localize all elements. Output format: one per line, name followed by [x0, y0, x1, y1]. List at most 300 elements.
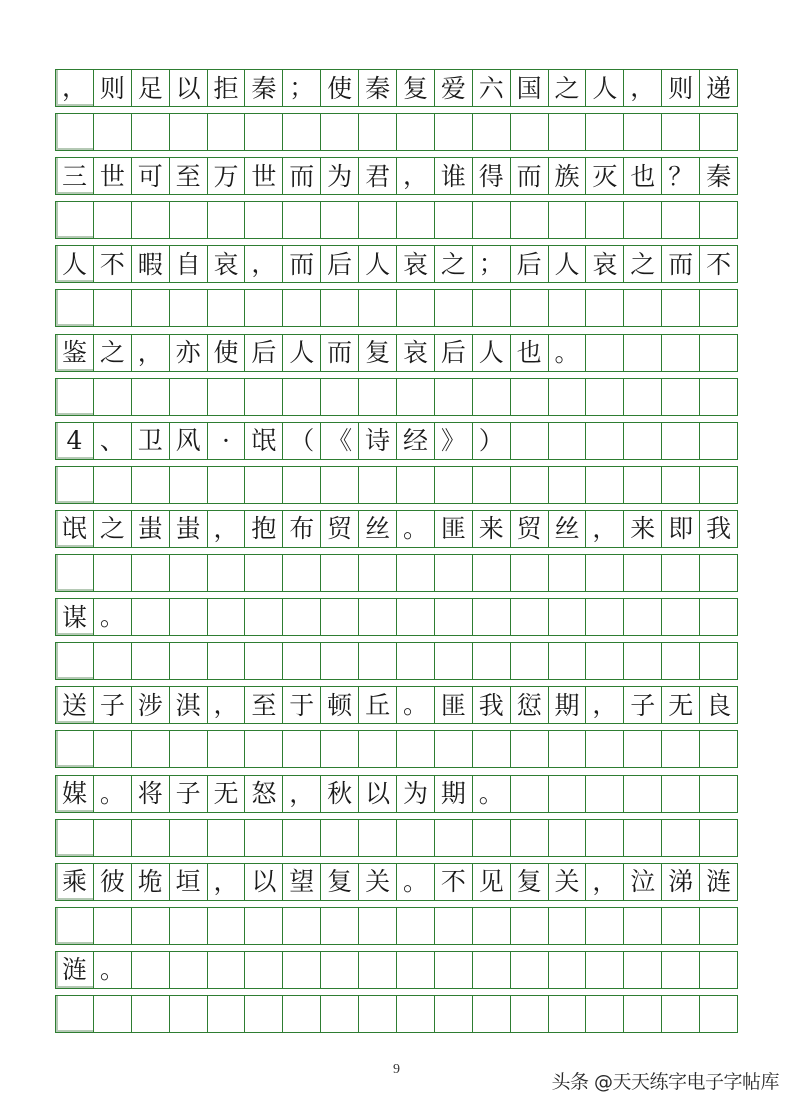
empty-cell — [282, 467, 320, 503]
empty-cell — [699, 379, 737, 415]
character-cell: 无 — [207, 776, 245, 812]
character-cell: 后 — [510, 246, 548, 282]
empty-cell — [699, 952, 737, 988]
empty-cell — [699, 731, 737, 767]
character-cell: 为 — [320, 158, 358, 194]
empty-cell — [282, 202, 320, 238]
empty-cell — [131, 599, 169, 635]
empty-cell — [585, 555, 623, 591]
empty-cell — [131, 114, 169, 150]
empty-cell — [510, 731, 548, 767]
empty-cell — [585, 599, 623, 635]
character-cell: ， — [131, 335, 169, 371]
empty-cell — [699, 643, 737, 679]
empty-cell — [358, 379, 396, 415]
character-cell: 蚩 — [169, 511, 207, 547]
character-cell: 送 — [56, 687, 93, 723]
character-cell: ， — [207, 511, 245, 547]
character-cell: 则 — [93, 70, 131, 106]
empty-cell — [169, 202, 207, 238]
empty-cell — [244, 114, 282, 150]
character-cell: 得 — [472, 158, 510, 194]
empty-cell — [320, 555, 358, 591]
character-cell: ， — [244, 246, 282, 282]
empty-cell — [131, 379, 169, 415]
empty-cell — [699, 423, 737, 459]
empty-cell — [661, 114, 699, 150]
empty-cell — [169, 820, 207, 856]
character-cell: 鉴 — [56, 335, 93, 371]
empty-cell — [548, 379, 586, 415]
empty-cell — [131, 996, 169, 1032]
empty-cell — [623, 731, 661, 767]
character-cell: 以 — [244, 864, 282, 900]
empty-cell — [434, 908, 472, 944]
empty-cell — [472, 202, 510, 238]
empty-cell — [661, 908, 699, 944]
character-cell: 国 — [510, 70, 548, 106]
character-cell: 万 — [207, 158, 245, 194]
empty-cell — [169, 290, 207, 326]
character-cell: 期 — [548, 687, 586, 723]
character-cell: ， — [585, 511, 623, 547]
empty-cell — [661, 776, 699, 812]
character-cell: 丝 — [358, 511, 396, 547]
empty-cell — [510, 202, 548, 238]
character-cell: 乘 — [56, 864, 93, 900]
empty-cell — [661, 820, 699, 856]
empty-cell — [623, 555, 661, 591]
blank-practice-row — [55, 907, 738, 945]
empty-cell — [585, 776, 623, 812]
character-cell: 以 — [358, 776, 396, 812]
empty-cell — [699, 202, 737, 238]
empty-cell — [207, 114, 245, 150]
empty-cell — [434, 643, 472, 679]
character-cell: 君 — [358, 158, 396, 194]
empty-cell — [510, 555, 548, 591]
text-row — [55, 157, 738, 195]
character-cell: 氓 — [56, 511, 93, 547]
character-cell: 。 — [396, 511, 434, 547]
empty-cell — [699, 776, 737, 812]
character-cell: 不 — [93, 246, 131, 282]
character-cell: 哀 — [207, 246, 245, 282]
character-cell: 使 — [320, 70, 358, 106]
empty-cell — [548, 290, 586, 326]
empty-cell — [510, 643, 548, 679]
character-cell: 之 — [623, 246, 661, 282]
character-cell: 复 — [510, 864, 548, 900]
character-cell: 哀 — [585, 246, 623, 282]
character-cell: 为 — [396, 776, 434, 812]
character-cell: 而 — [320, 335, 358, 371]
character-cell: 。 — [472, 776, 510, 812]
character-cell: 愆 — [510, 687, 548, 723]
empty-cell — [282, 379, 320, 415]
character-cell: 人 — [585, 70, 623, 106]
page-number: 9 — [393, 1062, 400, 1077]
character-cell: 》 — [434, 423, 472, 459]
empty-cell — [320, 467, 358, 503]
empty-cell — [548, 776, 586, 812]
empty-cell — [131, 908, 169, 944]
character-cell: 卫 — [131, 423, 169, 459]
empty-cell — [282, 114, 320, 150]
empty-cell — [472, 996, 510, 1032]
empty-cell — [699, 290, 737, 326]
empty-cell — [585, 908, 623, 944]
blank-practice-row — [55, 730, 738, 768]
character-cell: 可 — [131, 158, 169, 194]
empty-cell — [396, 379, 434, 415]
text-row — [55, 686, 738, 724]
character-cell: 之 — [93, 511, 131, 547]
character-cell: 抱 — [244, 511, 282, 547]
empty-cell — [510, 776, 548, 812]
empty-cell — [623, 643, 661, 679]
character-cell: 怒 — [244, 776, 282, 812]
character-cell: 以 — [169, 70, 207, 106]
character-cell: 不 — [434, 864, 472, 900]
empty-cell — [358, 599, 396, 635]
character-cell: 秦 — [244, 70, 282, 106]
empty-cell — [548, 423, 586, 459]
empty-cell — [396, 996, 434, 1032]
character-cell: （ — [282, 423, 320, 459]
empty-cell — [396, 114, 434, 150]
empty-cell — [472, 952, 510, 988]
empty-cell — [169, 908, 207, 944]
empty-cell — [585, 114, 623, 150]
character-cell: 秋 — [320, 776, 358, 812]
character-cell: 之 — [93, 335, 131, 371]
empty-cell — [282, 599, 320, 635]
empty-cell — [548, 731, 586, 767]
character-cell: 而 — [282, 246, 320, 282]
character-cell: · — [207, 423, 245, 459]
empty-cell — [207, 202, 245, 238]
character-cell: 足 — [131, 70, 169, 106]
empty-cell — [56, 114, 93, 150]
character-cell: 暇 — [131, 246, 169, 282]
character-cell: 世 — [244, 158, 282, 194]
character-cell: ？ — [661, 158, 699, 194]
empty-cell — [93, 467, 131, 503]
character-cell: 彼 — [93, 864, 131, 900]
character-cell: 亦 — [169, 335, 207, 371]
character-cell: 而 — [661, 246, 699, 282]
character-cell: 人 — [548, 246, 586, 282]
character-cell: 关 — [548, 864, 586, 900]
empty-cell — [472, 555, 510, 591]
empty-cell — [434, 290, 472, 326]
empty-cell — [699, 996, 737, 1032]
empty-cell — [623, 114, 661, 150]
character-cell: 媒 — [56, 776, 93, 812]
empty-cell — [661, 555, 699, 591]
character-cell: 无 — [661, 687, 699, 723]
empty-cell — [131, 731, 169, 767]
empty-cell — [56, 996, 93, 1032]
character-cell: 来 — [623, 511, 661, 547]
empty-cell — [623, 820, 661, 856]
text-row — [55, 510, 738, 548]
character-cell: 经 — [396, 423, 434, 459]
empty-cell — [472, 599, 510, 635]
empty-cell — [434, 555, 472, 591]
character-cell: 而 — [510, 158, 548, 194]
empty-cell — [434, 114, 472, 150]
empty-cell — [56, 379, 93, 415]
empty-cell — [396, 202, 434, 238]
empty-cell — [510, 908, 548, 944]
empty-cell — [434, 202, 472, 238]
empty-cell — [93, 643, 131, 679]
empty-cell — [472, 820, 510, 856]
empty-cell — [169, 599, 207, 635]
empty-cell — [510, 820, 548, 856]
character-cell: 。 — [548, 335, 586, 371]
empty-cell — [207, 290, 245, 326]
character-cell: 至 — [169, 158, 207, 194]
empty-cell — [169, 952, 207, 988]
character-cell: 望 — [282, 864, 320, 900]
empty-cell — [244, 996, 282, 1032]
character-cell: 。 — [93, 952, 131, 988]
empty-cell — [56, 467, 93, 503]
blank-practice-row — [55, 466, 738, 504]
empty-cell — [320, 379, 358, 415]
character-cell: 人 — [282, 335, 320, 371]
character-cell: 人 — [358, 246, 396, 282]
empty-cell — [661, 202, 699, 238]
empty-cell — [623, 776, 661, 812]
empty-cell — [396, 731, 434, 767]
empty-cell — [548, 555, 586, 591]
empty-cell — [358, 202, 396, 238]
character-cell: 拒 — [207, 70, 245, 106]
empty-cell — [699, 908, 737, 944]
empty-cell — [396, 555, 434, 591]
character-cell: 之 — [548, 70, 586, 106]
character-cell: 顿 — [320, 687, 358, 723]
empty-cell — [169, 731, 207, 767]
empty-cell — [472, 379, 510, 415]
empty-cell — [56, 202, 93, 238]
empty-cell — [169, 114, 207, 150]
character-cell: ； — [282, 70, 320, 106]
character-cell: 后 — [244, 335, 282, 371]
empty-cell — [548, 467, 586, 503]
character-cell: 布 — [282, 511, 320, 547]
empty-cell — [56, 290, 93, 326]
watermark: 头条 @天天练字电子字帖库 — [551, 1071, 779, 1093]
empty-cell — [434, 820, 472, 856]
empty-cell — [169, 996, 207, 1032]
empty-cell — [93, 202, 131, 238]
empty-cell — [623, 996, 661, 1032]
empty-cell — [320, 290, 358, 326]
empty-cell — [396, 290, 434, 326]
empty-cell — [244, 820, 282, 856]
character-cell: ， — [207, 864, 245, 900]
text-row — [55, 69, 738, 107]
empty-cell — [320, 820, 358, 856]
empty-cell — [548, 643, 586, 679]
character-cell: 期 — [434, 776, 472, 812]
empty-cell — [434, 952, 472, 988]
empty-cell — [699, 467, 737, 503]
text-row — [55, 245, 738, 283]
empty-cell — [244, 202, 282, 238]
empty-cell — [320, 731, 358, 767]
character-cell: 我 — [472, 687, 510, 723]
empty-cell — [510, 599, 548, 635]
empty-cell — [131, 202, 169, 238]
character-cell: 子 — [623, 687, 661, 723]
empty-cell — [358, 731, 396, 767]
empty-cell — [358, 908, 396, 944]
character-cell: 《 — [320, 423, 358, 459]
empty-cell — [320, 599, 358, 635]
empty-cell — [623, 335, 661, 371]
empty-cell — [585, 996, 623, 1032]
empty-cell — [244, 290, 282, 326]
empty-cell — [623, 467, 661, 503]
empty-cell — [207, 731, 245, 767]
empty-cell — [661, 423, 699, 459]
empty-cell — [358, 952, 396, 988]
empty-cell — [131, 820, 169, 856]
blank-practice-row — [55, 289, 738, 327]
empty-cell — [244, 643, 282, 679]
empty-cell — [169, 467, 207, 503]
character-cell: 匪 — [434, 687, 472, 723]
empty-cell — [131, 555, 169, 591]
empty-cell — [358, 820, 396, 856]
empty-cell — [169, 555, 207, 591]
character-cell: 秦 — [358, 70, 396, 106]
empty-cell — [93, 996, 131, 1032]
empty-cell — [282, 555, 320, 591]
empty-cell — [320, 996, 358, 1032]
character-cell: 。 — [396, 687, 434, 723]
text-row — [55, 598, 738, 636]
character-cell: 即 — [661, 511, 699, 547]
character-cell: 涟 — [699, 864, 737, 900]
character-cell: 三 — [56, 158, 93, 194]
empty-cell — [358, 555, 396, 591]
empty-cell — [510, 952, 548, 988]
character-cell: 涟 — [56, 952, 93, 988]
empty-cell — [623, 202, 661, 238]
empty-cell — [623, 908, 661, 944]
character-cell: 自 — [169, 246, 207, 282]
blank-practice-row — [55, 378, 738, 416]
empty-cell — [548, 202, 586, 238]
empty-cell — [56, 731, 93, 767]
character-cell: 匪 — [434, 511, 472, 547]
empty-cell — [131, 643, 169, 679]
empty-cell — [56, 555, 93, 591]
blank-practice-row — [55, 554, 738, 592]
empty-cell — [396, 467, 434, 503]
empty-cell — [472, 467, 510, 503]
empty-cell — [472, 114, 510, 150]
character-cell: 来 — [472, 511, 510, 547]
character-cell: 蚩 — [131, 511, 169, 547]
character-cell: 贸 — [320, 511, 358, 547]
empty-cell — [623, 599, 661, 635]
character-cell: 哀 — [396, 335, 434, 371]
empty-cell — [320, 114, 358, 150]
empty-cell — [93, 290, 131, 326]
empty-cell — [585, 379, 623, 415]
character-cell: 爱 — [434, 70, 472, 106]
empty-cell — [169, 379, 207, 415]
character-cell: ， — [396, 158, 434, 194]
empty-cell — [699, 114, 737, 150]
character-cell: 之 — [434, 246, 472, 282]
character-cell: 使 — [207, 335, 245, 371]
empty-cell — [396, 820, 434, 856]
empty-cell — [131, 952, 169, 988]
empty-cell — [207, 599, 245, 635]
character-cell: 丘 — [358, 687, 396, 723]
character-cell: ， — [207, 687, 245, 723]
empty-cell — [282, 290, 320, 326]
empty-cell — [56, 643, 93, 679]
empty-cell — [434, 379, 472, 415]
blank-practice-row — [55, 201, 738, 239]
empty-cell — [585, 643, 623, 679]
character-cell: 贸 — [510, 511, 548, 547]
character-cell: 复 — [396, 70, 434, 106]
empty-cell — [358, 996, 396, 1032]
character-cell: 而 — [282, 158, 320, 194]
character-cell: 则 — [661, 70, 699, 106]
character-cell: 泣 — [623, 864, 661, 900]
text-row — [55, 334, 738, 372]
empty-cell — [93, 555, 131, 591]
empty-cell — [131, 467, 169, 503]
empty-cell — [131, 290, 169, 326]
character-cell: 。 — [396, 864, 434, 900]
empty-cell — [244, 467, 282, 503]
character-cell: 后 — [320, 246, 358, 282]
empty-cell — [434, 731, 472, 767]
empty-cell — [699, 555, 737, 591]
character-cell: 子 — [93, 687, 131, 723]
empty-cell — [661, 952, 699, 988]
empty-cell — [320, 908, 358, 944]
empty-cell — [358, 467, 396, 503]
empty-cell — [623, 290, 661, 326]
character-cell: 、 — [93, 423, 131, 459]
empty-cell — [548, 599, 586, 635]
character-cell: 关 — [358, 864, 396, 900]
character-cell: 世 — [93, 158, 131, 194]
empty-cell — [434, 996, 472, 1032]
empty-cell — [585, 202, 623, 238]
character-cell: 淇 — [169, 687, 207, 723]
character-cell: 至 — [244, 687, 282, 723]
empty-cell — [472, 731, 510, 767]
empty-cell — [282, 996, 320, 1032]
empty-cell — [661, 996, 699, 1032]
character-cell: ， — [585, 864, 623, 900]
